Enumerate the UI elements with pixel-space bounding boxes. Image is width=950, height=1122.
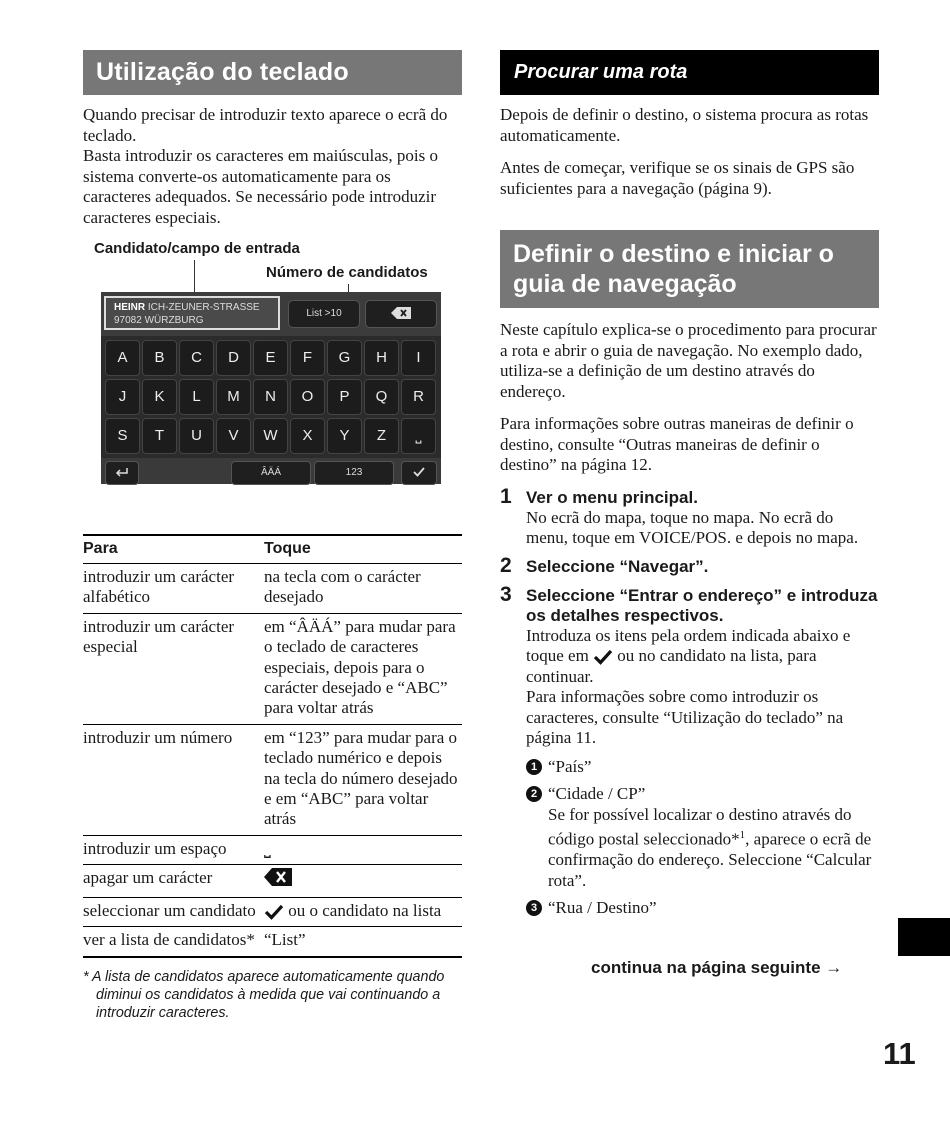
section-heading-route: Procurar uma rota (500, 50, 879, 95)
key-c[interactable]: C (179, 340, 214, 376)
key-t[interactable]: T (142, 418, 177, 454)
key-h[interactable]: H (364, 340, 399, 376)
key-i[interactable]: I (401, 340, 436, 376)
keyboard-figure (83, 240, 462, 510)
destination-paragraph-2: Para informações sobre outras maneiras de definir o destino, consulte “Outras maneiras de definir o destino” na página 12. (500, 414, 854, 474)
key-b[interactable]: B (142, 340, 177, 376)
table-row: ver a lista de candidatos* “List” (83, 927, 462, 957)
callout-line (194, 260, 195, 294)
table-row: introduzir um carácter especial em “ÂÄÁ” para mudar para o teclado de caracteres especiais, depois para o carácter desejado e “ABC” para voltar atrás (83, 613, 462, 724)
check-icon (593, 649, 613, 665)
key-q[interactable]: Q (364, 379, 399, 415)
keyboard-screenshot (101, 292, 441, 484)
key-n[interactable]: N (253, 379, 288, 415)
space-symbol: ⎵ (264, 835, 462, 864)
key-j[interactable]: J (105, 379, 140, 415)
backspace-button[interactable] (365, 300, 437, 328)
table-row: apagar um carácter (83, 865, 462, 897)
sub-item-2: 2 “Cidade / CP” Se for possível localizar o destino através do código postal seleccionado*$^1$, aparece o ecrã de confirmação do endereço. Seleccione “Calcular rota”. (526, 784, 879, 891)
key-l[interactable]: L (179, 379, 214, 415)
key-a[interactable]: A (105, 340, 140, 376)
footnote: * A lista de candidatos aparece automaticamente quando diminui os candidatos à medida que vai continuando a introduzir caracteres. (83, 968, 445, 1021)
table-row: seleccionar um candidato ou o candidato na lista (83, 897, 462, 926)
check-icon (264, 904, 284, 920)
step-3: 3 Seleccione “Entrar o endereço” e introduza os detalhes respectivos. Introduza os itens pela ordem indicada abaixo e toque em ou no candidato na lista, para continuar. Para informações sobre como introduzir os caracteres, consulte “Utilização do teclado” na página 11. 1 “País” 2 “Cidade / CP” Se for possível localizar o destino através do código postal seleccionado*$^1$, aparece o ecrã de confirmação do endereço. Seleccione “Calcular rota”. 3 “Rua / Destino” (500, 582, 878, 918)
table-row: introduzir um número em “123” para mudar para o teclado numérico e depois na tecla do número desejado e em “ABC” para voltar atrás (83, 724, 462, 835)
right-column (500, 50, 879, 919)
route-paragraph-2: Antes de começar, verifique se os sinais de GPS são suficientes para a navegação (página 9). (500, 158, 855, 198)
numeric-button[interactable]: 123 (314, 461, 394, 485)
key-z[interactable]: Z (364, 418, 399, 454)
page-tab-marker (898, 918, 950, 956)
special-chars-button[interactable]: ÂÄÁ (231, 461, 311, 485)
step-2: 2 Seleccione “Navegar”. (500, 553, 709, 577)
key-r[interactable]: R (401, 379, 436, 415)
key-g[interactable]: G (327, 340, 362, 376)
key-k[interactable]: K (142, 379, 177, 415)
return-icon (115, 467, 129, 477)
table-header: Para (83, 535, 264, 564)
intro-paragraph-2: Basta introduzir os caracteres em maiúsculas, pois o sistema converte-os automaticamente para os caracteres adequados. Se necessário pode introduzir caracteres especiais. (83, 146, 438, 227)
step-1: 1 Ver o menu principal. No ecrã do mapa, toque no mapa. No ecrã do menu, toque em VOICE/POS. e depois no mapa. (500, 484, 859, 547)
key-f[interactable]: F (290, 340, 325, 376)
key-e[interactable]: E (253, 340, 288, 376)
intro-paragraph-1: Quando precisar de introduzir texto aparece o ecrã do teclado. (83, 105, 448, 145)
key-p[interactable]: P (327, 379, 362, 415)
continue-next-page: continua na página seguinte → (591, 958, 843, 977)
table-header: Toque (264, 535, 462, 564)
destination-paragraph-1: Neste capítulo explica-se o procedimento para procurar a rota e abrir o guia de navegação. No exemplo dado, utiliza-se a definição de um destino através do endereço. (500, 320, 877, 401)
table-row: introduzir um carácter alfabético na tecla com o carácter desejado (83, 564, 462, 614)
section-heading-destination: Definir o destino e iniciar o guia de navegação (500, 230, 879, 308)
key-w[interactable]: W (253, 418, 288, 454)
key-o[interactable]: O (290, 379, 325, 415)
left-column (83, 50, 462, 1022)
keyboard-actions-table (83, 534, 462, 958)
sub-item-1: 1 “País” (526, 757, 879, 778)
key-x[interactable]: X (290, 418, 325, 454)
key-v[interactable]: V (216, 418, 251, 454)
list-button[interactable]: List >10 (288, 300, 360, 328)
key-d[interactable]: D (216, 340, 251, 376)
backspace-icon (391, 307, 411, 319)
sub-item-3: 3 “Rua / Destino” (526, 898, 879, 919)
section-heading-keyboard: Utilização do teclado (83, 50, 462, 95)
confirm-button[interactable] (401, 461, 437, 485)
key-u[interactable]: U (179, 418, 214, 454)
key-s[interactable]: S (105, 418, 140, 454)
table-row: introduzir um espaço ⎵ (83, 835, 462, 864)
callout-candidate-field: Candidato/campo de entrada (94, 240, 300, 257)
route-paragraph-1: Depois de definir o destino, o sistema procura as rotas automaticamente. (500, 105, 869, 145)
candidate-input-field[interactable]: HEINR ICH-ZEUNER-STRASSE 97082 WÜRZBURG (104, 296, 280, 330)
back-button[interactable] (105, 461, 139, 485)
key-m[interactable]: M (216, 379, 251, 415)
callout-candidate-count: Número de candidatos (266, 264, 428, 281)
key-space[interactable]: ⎵ (401, 418, 436, 454)
check-icon (413, 467, 425, 477)
backspace-icon (264, 868, 292, 886)
page-number: 11 (883, 1036, 916, 1071)
key-y[interactable]: Y (327, 418, 362, 454)
